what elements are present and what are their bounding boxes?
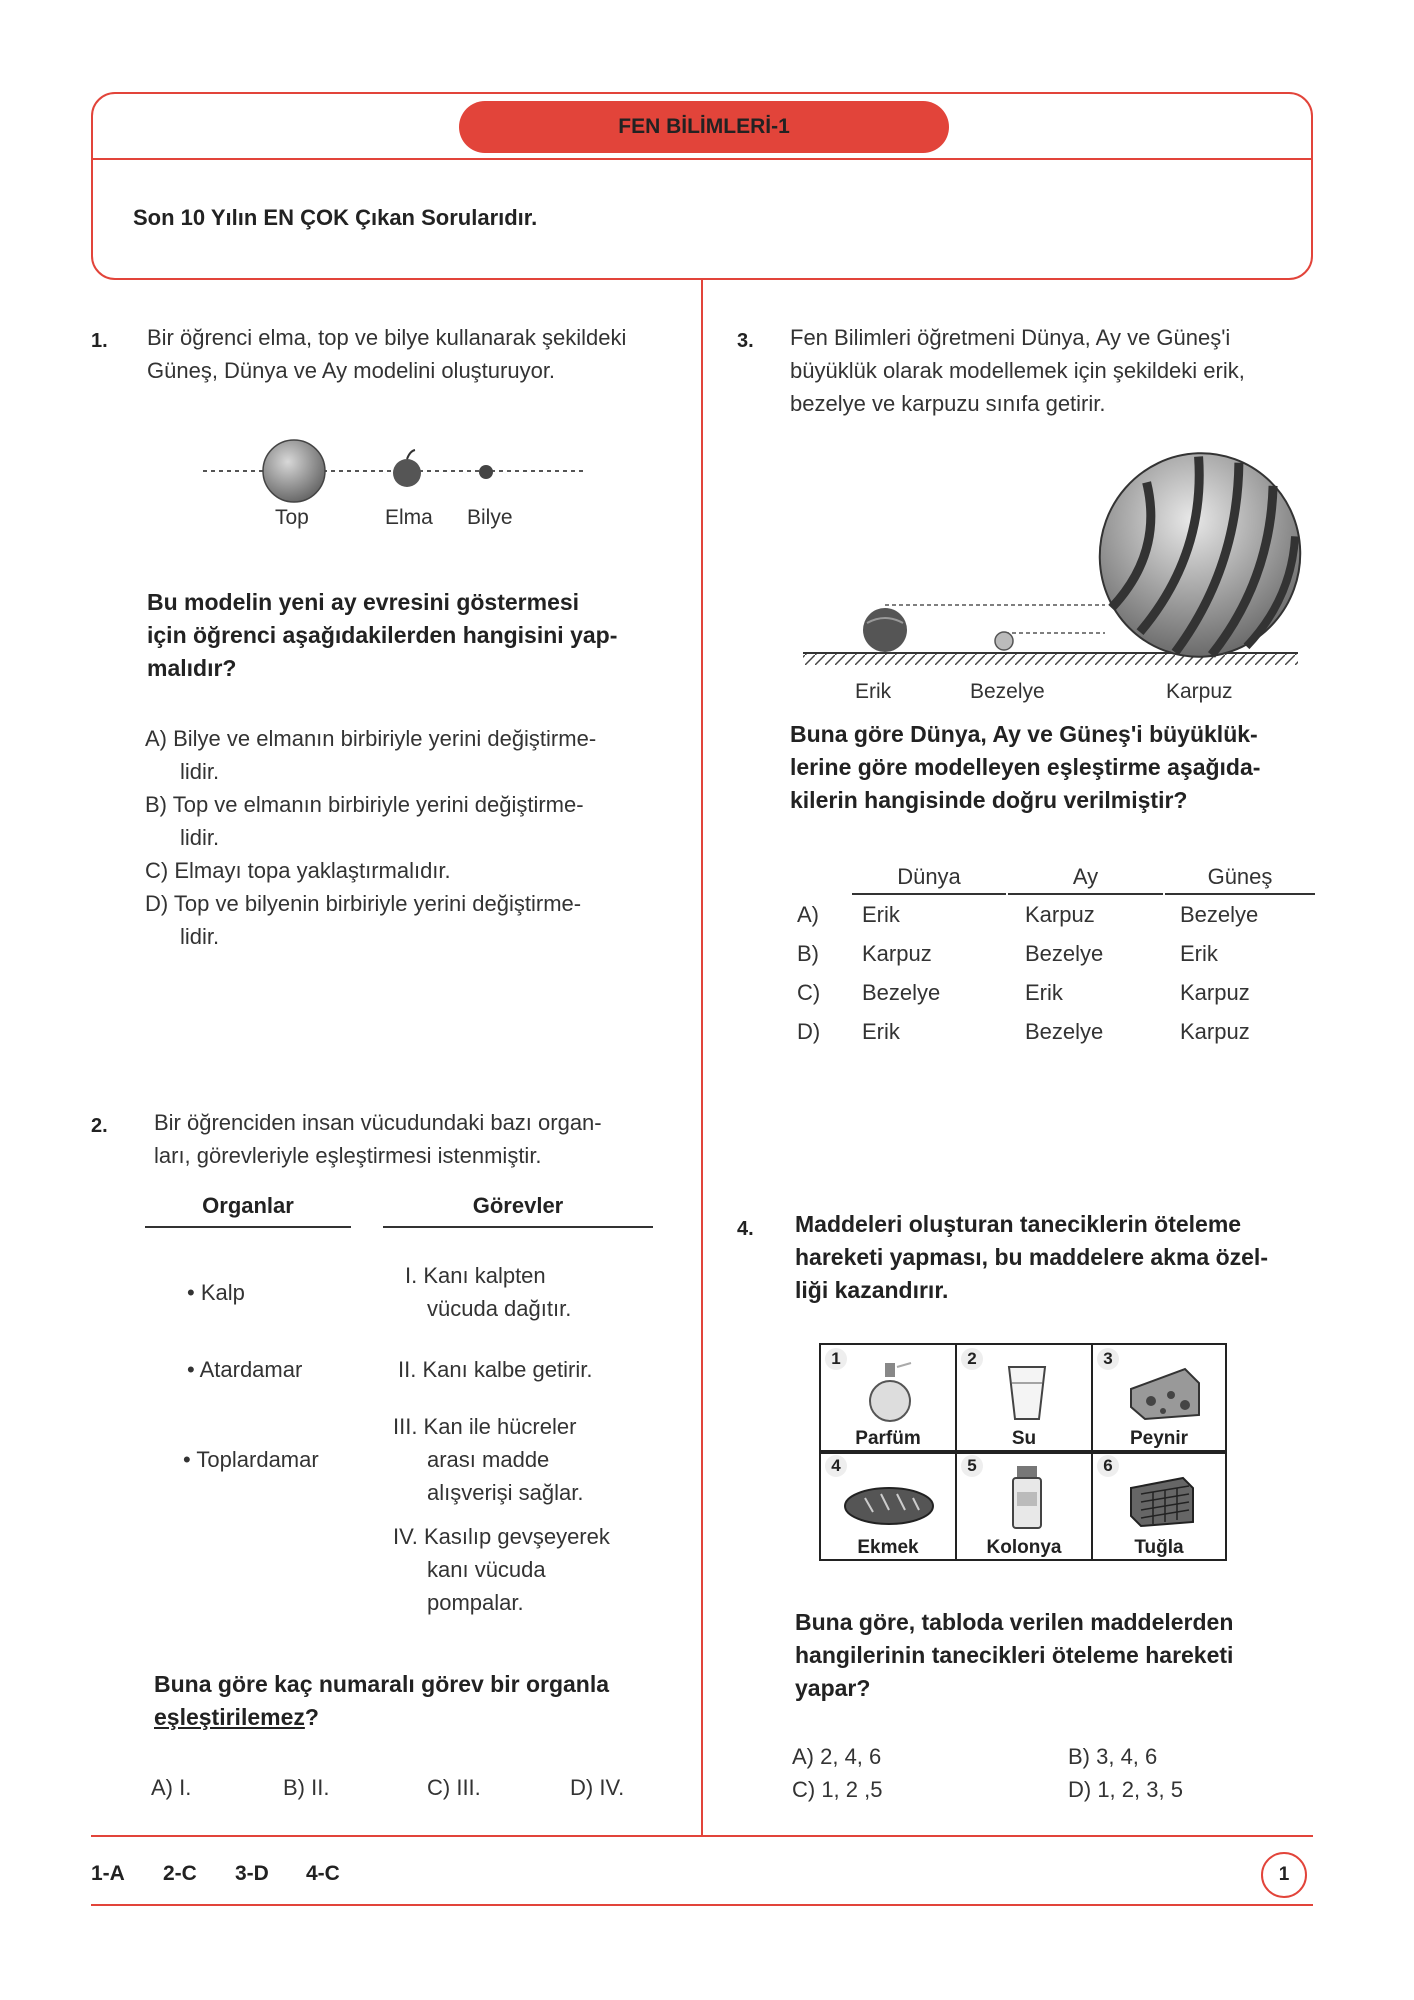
answer-2: 2-C xyxy=(163,1862,197,1885)
watermelon-icon xyxy=(1071,435,1305,675)
q4-item-1 xyxy=(821,1345,957,1452)
q4-item-2 xyxy=(957,1345,1093,1452)
q2-col-tasks: Görevler xyxy=(472,1193,564,1218)
q1-option-a-cont: lidir. xyxy=(180,759,220,784)
bread-icon xyxy=(843,1484,935,1528)
q4-text-3: liği kazandırır. xyxy=(795,1277,949,1303)
pea-icon xyxy=(995,632,1013,650)
q1-option-c: C) Elmayı topa yaklaştırmalıdır. xyxy=(145,858,451,883)
q1-text-1: Bir öğrenci elma, top ve bilye kullanarak şekildeki xyxy=(147,325,627,350)
q4-text-2: hareketi yapması, bu maddelere akma özel- xyxy=(795,1244,1268,1270)
footer-top-rule xyxy=(91,1835,1313,1837)
q1-figure xyxy=(195,435,595,515)
q1-question-1: Bu modelin yeni ay evresini göstermesi xyxy=(147,589,580,615)
q2-option-c: C) III. xyxy=(427,1775,481,1800)
q3-question-1: Buna göre Dünya, Ay ve Güneş'i büyüklük- xyxy=(790,721,1258,747)
q2-question-1: Buna göre kaç numaralı görev bir organla xyxy=(154,1671,610,1697)
q4-item-2-num: 2 xyxy=(961,1348,983,1370)
q3-question-2: lerine göre modelleyen eşleştirme aşağıda- xyxy=(790,754,1261,780)
q3-label-bezelye: Bezelye xyxy=(970,680,1045,703)
q4-text-1: Maddeleri oluşturan taneciklerin öteleme xyxy=(795,1211,1242,1237)
page-title: FEN BİLİMLERİ-1 xyxy=(459,101,949,153)
q3-question-3: kilerin hangisinde doğru verilmiştir? xyxy=(790,787,1188,813)
q4-item-3 xyxy=(1093,1345,1225,1452)
q1-option-d-cont: lidir. xyxy=(180,924,220,949)
q2-number: 2. xyxy=(91,1115,108,1137)
q2-col-organs: Organlar xyxy=(202,1193,294,1218)
q1-question-2: için öğrenci aşağıdakilerden hangisini yap- xyxy=(147,622,618,648)
apple-icon xyxy=(393,450,421,487)
q3-text-2: büyüklük olarak modellemek için şekildeki erik, xyxy=(790,358,1245,383)
q1-option-a: A) Bilye ve elmanın birbiriyle yerini değiştirme- xyxy=(145,726,597,751)
q3-number: 3. xyxy=(737,330,754,352)
marble-icon xyxy=(479,465,493,479)
q3-header-gunes: Güneş xyxy=(1207,864,1273,889)
q3-text-3: bezelye ve karpuzu sınıfa getirir. xyxy=(790,391,1106,416)
ball-icon xyxy=(263,440,325,502)
q3-row-d-ay: Bezelye xyxy=(1025,1019,1104,1044)
answer-1: 1-A xyxy=(91,1862,125,1885)
q2-task-4: IV. Kasılıp gevşeyerek xyxy=(393,1524,610,1549)
q2-option-b: B) II. xyxy=(283,1775,330,1800)
q3-row-b-label: B) xyxy=(797,941,819,966)
q1-question-3: malıdır? xyxy=(147,655,237,681)
answer-3: 3-D xyxy=(235,1862,269,1885)
q2-task-1-cont: vücuda dağıtır. xyxy=(427,1296,572,1321)
q2-option-a: A) I. xyxy=(151,1775,192,1800)
cologne-bottle-icon xyxy=(1007,1464,1047,1530)
q3-header-gunes-underline xyxy=(1165,893,1315,895)
q4-item-5-num: 5 xyxy=(961,1455,983,1477)
water-glass-icon xyxy=(1005,1363,1049,1423)
q3-text-1: Fen Bilimleri öğretmeni Dünya, Ay ve Güneş'i xyxy=(790,325,1231,350)
q3-header-dunya: Dünya xyxy=(897,864,961,889)
q2-task-2: II. Kanı kalbe getirir. xyxy=(398,1357,593,1382)
q4-table-midline xyxy=(821,1452,1225,1454)
q2-organ-atardamar: • Atardamar xyxy=(187,1357,303,1382)
q1-label-bilye: Bilye xyxy=(467,506,513,529)
q2-option-d: D) IV. xyxy=(570,1775,625,1800)
q2-task-1: I. Kanı kalpten xyxy=(405,1263,546,1288)
q2-question-mark: ? xyxy=(304,1704,319,1730)
q4-item-6-num: 6 xyxy=(1097,1455,1119,1477)
page-subtitle: Son 10 Yılın EN ÇOK Çıkan Sorularıdır. xyxy=(133,205,538,230)
q1-option-b: B) Top ve elmanın birbiriyle yerini değiştirme- xyxy=(145,792,584,817)
perfume-icon xyxy=(865,1359,915,1423)
q3-row-d-label: D) xyxy=(797,1019,821,1044)
q2-task-3-cont1: arası madde xyxy=(427,1447,550,1472)
q3-label-karpuz: Karpuz xyxy=(1166,680,1233,703)
q4-option-a: A) 2, 4, 6 xyxy=(792,1744,882,1769)
q3-row-a-dunya: Erik xyxy=(862,902,900,927)
q4-option-b: B) 3, 4, 6 xyxy=(1068,1744,1158,1769)
q2-task-3: III. Kan ile hücreler xyxy=(393,1414,577,1439)
q4-question-2: hangilerinin tanecikleri öteleme hareketi xyxy=(795,1642,1234,1668)
q3-row-d-dunya: Erik xyxy=(862,1019,900,1044)
brick-icon xyxy=(1127,1474,1195,1528)
q2-task-4-cont2: pompalar. xyxy=(427,1590,524,1615)
q1-option-d: D) Top ve bilyenin birbiriyle yerini değiştirme- xyxy=(145,891,582,916)
q3-row-b-gunes: Erik xyxy=(1180,941,1218,966)
q4-question-1: Buna göre, tabloda verilen maddelerden xyxy=(795,1609,1234,1635)
q3-header-ay: Ay xyxy=(1072,864,1099,889)
q4-item-6 xyxy=(1093,1452,1225,1559)
q3-row-b-dunya: Karpuz xyxy=(862,941,932,966)
plum-icon xyxy=(863,608,907,652)
q4-item-3-name: Peynir xyxy=(1129,1428,1189,1449)
q4-items-table xyxy=(819,1343,1227,1561)
page-number: 1 xyxy=(1261,1852,1307,1898)
q3-header-ay-underline xyxy=(1008,893,1163,895)
q3-row-c-label: C) xyxy=(797,980,821,1005)
q1-number: 1. xyxy=(91,330,108,352)
q3-row-c-gunes: Karpuz xyxy=(1180,980,1250,1005)
q4-number: 4. xyxy=(737,1218,754,1240)
column-divider xyxy=(701,280,703,1835)
q2-question-emphasis: eşleştirilemez xyxy=(154,1704,305,1730)
q1-label-elma: Elma xyxy=(385,506,433,529)
q3-row-d-gunes: Karpuz xyxy=(1180,1019,1250,1044)
q2-col-organs-underline xyxy=(145,1226,351,1228)
q2-organ-toplardamar: • Toplardamar xyxy=(183,1447,319,1472)
q4-item-1-num: 1 xyxy=(825,1348,847,1370)
cheese-icon xyxy=(1127,1363,1203,1423)
q4-item-6-name: Tuğla xyxy=(1134,1537,1184,1558)
q3-label-erik: Erik xyxy=(855,680,892,703)
q2-text-2: ları, görevleriyle eşleştirmesi istenmiştir. xyxy=(154,1143,542,1168)
q1-label-top: Top xyxy=(275,506,309,529)
q3-header-dunya-underline xyxy=(852,893,1006,895)
q2-organ-kalp: • Kalp xyxy=(187,1280,245,1305)
q4-item-5-name: Kolonya xyxy=(986,1537,1062,1558)
q2-task-3-cont2: alışverişi sağlar. xyxy=(427,1480,584,1505)
answer-4: 4-C xyxy=(306,1862,340,1885)
q4-item-4-name: Ekmek xyxy=(857,1537,919,1558)
header-divider xyxy=(91,158,1313,160)
q2-question-2 xyxy=(154,1701,319,1734)
q2-col-tasks-underline xyxy=(383,1226,653,1228)
q4-option-c: C) 1, 2 ,5 xyxy=(792,1777,883,1802)
q3-row-a-label: A) xyxy=(797,902,819,927)
q4-item-4-num: 4 xyxy=(825,1455,847,1477)
footer-bottom-rule xyxy=(91,1904,1313,1906)
q3-row-c-dunya: Bezelye xyxy=(862,980,941,1005)
q3-row-b-ay: Bezelye xyxy=(1025,941,1104,966)
q1-text-2: Güneş, Dünya ve Ay modelini oluşturuyor. xyxy=(147,358,556,383)
q4-item-2-name: Su xyxy=(1011,1428,1037,1449)
q3-row-c-ay: Erik xyxy=(1025,980,1063,1005)
q1-option-b-cont: lidir. xyxy=(180,825,220,850)
q3-figure xyxy=(795,435,1305,675)
q4-item-5 xyxy=(957,1452,1093,1559)
q2-text-1: Bir öğrenciden insan vücudundaki bazı organ- xyxy=(154,1110,602,1135)
q4-option-d: D) 1, 2, 3, 5 xyxy=(1068,1777,1183,1802)
q3-row-a-ay: Karpuz xyxy=(1025,902,1095,927)
q4-question-3: yapar? xyxy=(795,1675,871,1701)
q4-item-3-num: 3 xyxy=(1097,1348,1119,1370)
q4-item-4 xyxy=(821,1452,957,1559)
q3-row-a-gunes: Bezelye xyxy=(1180,902,1259,927)
q2-task-4-cont1: kanı vücuda xyxy=(427,1557,546,1582)
q4-item-1-name: Parfüm xyxy=(855,1428,921,1449)
